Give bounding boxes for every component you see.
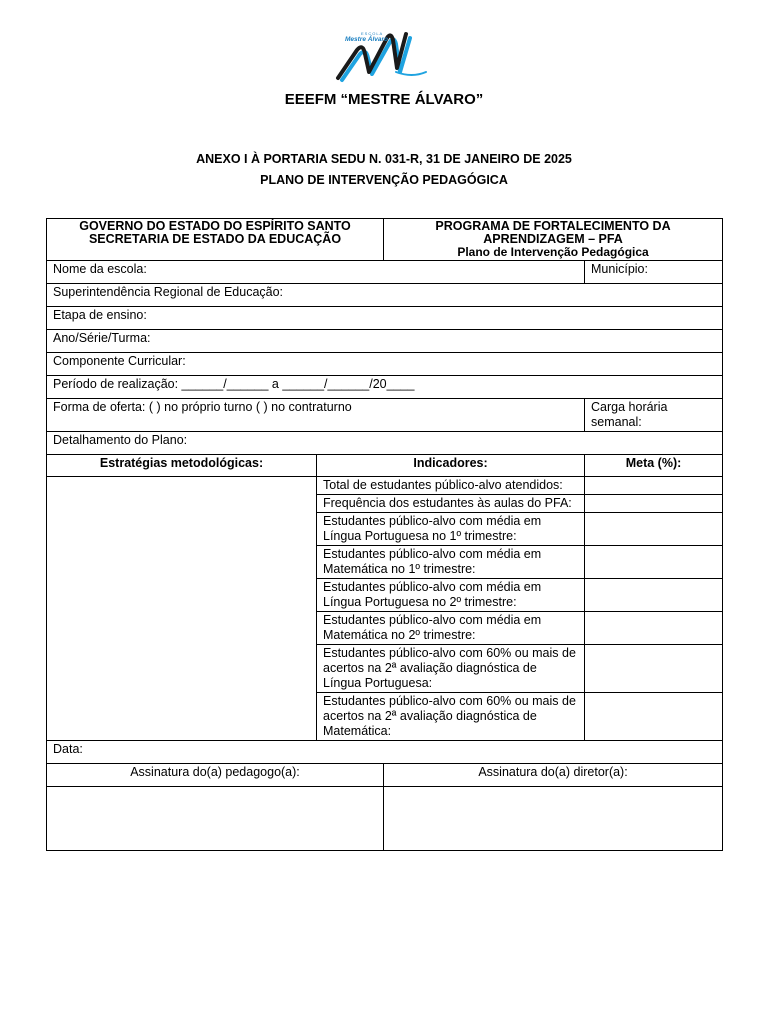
government-header: [47, 219, 384, 261]
teaching-stage-field[interactable]: Etapa de ensino:: [47, 307, 723, 330]
curricular-component-field[interactable]: Componente Curricular:: [47, 353, 723, 376]
indicator-label: Estudantes público-alvo com média em Matemática no 1º trimestre:: [317, 546, 585, 579]
goal-input[interactable]: [585, 579, 723, 612]
superintendence-field[interactable]: Superintendência Regional de Educação:: [47, 284, 723, 307]
program-name-line1: PROGRAMA DE FORTALECIMENTO DA: [435, 219, 671, 233]
intervention-plan-form: [46, 218, 723, 851]
school-name-field[interactable]: Nome da escola:: [47, 261, 585, 284]
indicator-row: [47, 477, 723, 495]
indicator-label: Estudantes público-alvo com 60% ou mais de acertos na 2ª avaliação diagnóstica de Língua Portuguesa:: [317, 645, 585, 693]
director-signature-label: Assinatura do(a) diretor(a):: [384, 764, 723, 787]
program-header: [384, 219, 723, 261]
goal-input[interactable]: [585, 693, 723, 741]
annex-title: ANEXO I À PORTARIA SEDU N. 031-R, 31 DE JANEIRO DE 2025: [196, 152, 572, 166]
logo-name-text: Mestre Álvaro: [345, 36, 388, 43]
goal-input[interactable]: [585, 546, 723, 579]
government-name: GOVERNO DO ESTADO DO ESPÍRITO SANTO: [79, 219, 351, 233]
plan-title: PLANO DE INTERVENÇÃO PEDAGÓGICA: [260, 173, 508, 187]
date-field[interactable]: Data:: [47, 741, 723, 764]
director-signature-box[interactable]: [384, 787, 723, 851]
plan-detail-label: Detalhamento do Plano:: [47, 432, 723, 455]
goal-column-header: Meta (%):: [585, 455, 723, 477]
weekly-workload-field[interactable]: Carga horária semanal:: [585, 399, 723, 432]
program-subtitle: Plano de Intervenção Pedagógica: [457, 245, 649, 259]
logo-underline: [396, 72, 426, 75]
strategies-column-header: Estratégias metodológicas:: [47, 455, 317, 477]
logo-top-text: ESCOLA: [361, 31, 384, 36]
school-logo: [330, 28, 430, 86]
indicator-label: Estudantes público-alvo com média em Matemática no 2º trimestre:: [317, 612, 585, 645]
pedagogue-signature-box[interactable]: [47, 787, 384, 851]
indicator-label: Estudantes público-alvo com média em Língua Portuguesa no 1º trimestre:: [317, 513, 585, 546]
period-field[interactable]: Período de realização: ______/______ a ______/______/20____: [47, 376, 723, 399]
indicators-header-row: [47, 455, 723, 477]
goal-input[interactable]: [585, 513, 723, 546]
form-header-row: [47, 219, 723, 261]
school-title: EEEFM “MESTRE ÁLVARO”: [284, 91, 484, 108]
indicator-label: Frequência dos estudantes às aulas do PFA:: [317, 495, 585, 513]
indicator-label: Estudantes público-alvo com média em Língua Portuguesa no 2º trimestre:: [317, 579, 585, 612]
goal-input[interactable]: [585, 612, 723, 645]
goal-input[interactable]: [585, 645, 723, 693]
year-class-field[interactable]: Ano/Série/Turma:: [47, 330, 723, 353]
pedagogue-signature-label: Assinatura do(a) pedagogo(a):: [47, 764, 384, 787]
secretariat-name: SECRETARIA DE ESTADO DA EDUCAÇÃO: [88, 232, 342, 246]
program-name-line2: APRENDIZAGEM – PFA: [483, 232, 623, 246]
municipality-field[interactable]: Município:: [585, 261, 723, 284]
indicator-label: Estudantes público-alvo com 60% ou mais de acertos na 2ª avaliação diagnóstica de Matemática:: [317, 693, 585, 741]
offer-mode-field[interactable]: Forma de oferta: ( ) no próprio turno ( ) no contraturno: [47, 399, 585, 432]
goal-input[interactable]: [585, 477, 723, 495]
indicator-label: Total de estudantes público-alvo atendidos:: [317, 477, 585, 495]
goal-input[interactable]: [585, 495, 723, 513]
strategies-input[interactable]: [47, 477, 317, 741]
indicators-column-header: Indicadores:: [317, 455, 585, 477]
annex-block: [0, 149, 768, 191]
